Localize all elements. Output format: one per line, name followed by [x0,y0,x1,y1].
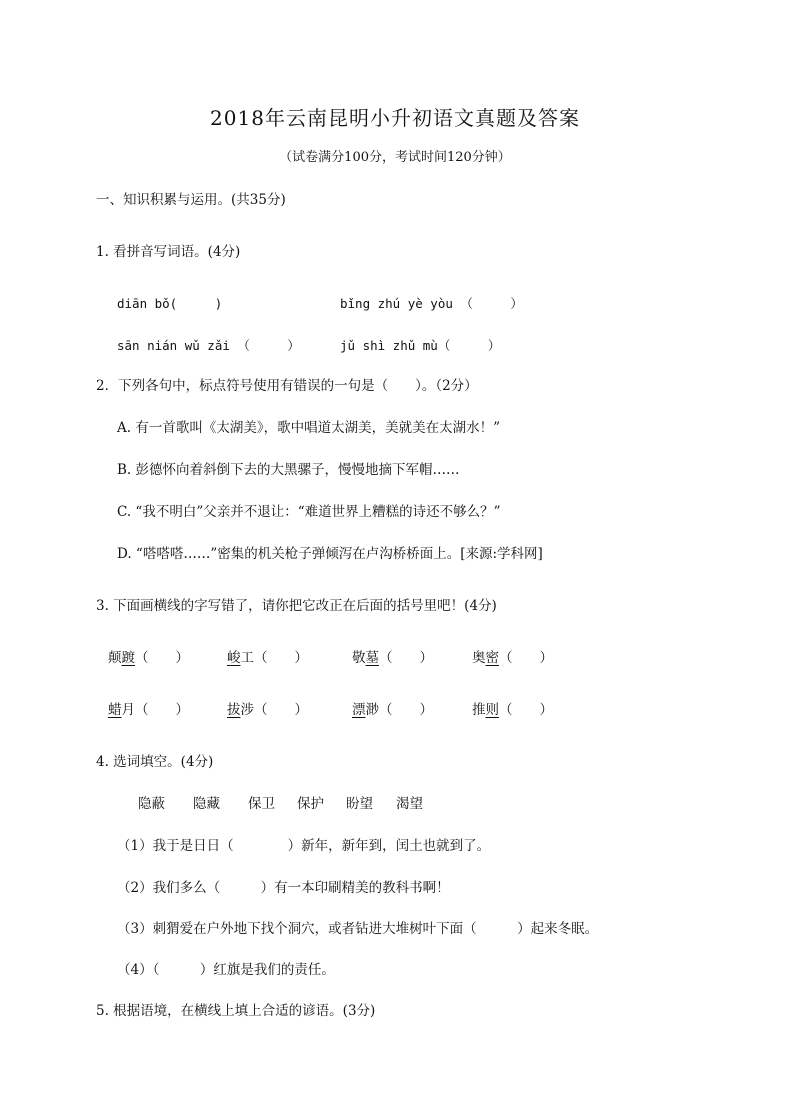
q1-item-1: diān bǒ( ) [117,296,223,311]
q3-word-8: 推则（ ） [472,702,553,718]
q2-option-b: B. 彭德怀向着斜倒下去的大黑骡子，慢慢地摘下军帽…… [117,462,460,478]
exam-info: （试卷满分100分，考试时间120分钟） [279,150,511,165]
q1-item-4: jǔ shì zhǔ mù（ ） [340,338,501,353]
q4-item-2: （2）我们多么（ ）有一本印刷精美的教科书啊！ [117,880,450,896]
q4-word-4: 保护 [297,796,324,812]
q1-item-3: sān nián wǔ zǎi （ ） [117,338,300,353]
q3-heading: 3. 下面画横线的字写错了，请你把它改正在后面的括号里吧！(4分) [96,598,497,614]
q5-heading: 5. 根据语境，在横线上填上合适的谚语。(3分) [96,1003,376,1019]
q3-word-7: 漂渺（ ） [352,702,433,718]
q1-heading: 1. 看拼音写词语。(4分) [96,244,241,260]
q4-word-6: 渴望 [396,796,423,812]
q4-word-3: 保卫 [248,796,275,812]
q2-option-d: D. “嗒嗒嗒……”密集的机关枪子弹倾泻在卢沟桥桥面上。[来源:学科网] [117,546,543,562]
q4-heading: 4. 选词填空。(4分) [96,754,214,770]
q3-word-6: 拔涉（ ） [227,702,308,718]
q2-heading: 2．下列各句中，标点符号使用有错误的一句是（ ）。（2分） [96,378,478,394]
q4-item-1: （1）我于是日日（ ）新年，新年到，闰土也就到了。 [117,838,491,854]
page-title: 2018年云南昆明小升初语文真题及答案 [210,106,580,130]
q3-word-1: 颠踱（ ） [108,650,189,666]
q4-word-1: 隐蔽 [138,796,165,812]
q4-word-5: 盼望 [346,796,373,812]
q2-option-c: C. “我不明白”父亲并不退让：“难道世界上糟糕的诗还不够么？” [117,504,501,520]
q3-word-3: 敬墓（ ） [352,650,433,666]
q4-item-3: （3）刺猬爱在户外地下找个洞穴，或者钻进大堆树叶下面（ ）起来冬眠。 [117,921,599,937]
q3-word-4: 奥密（ ） [472,650,553,666]
q3-word-2: 峻工（ ） [227,650,308,666]
q3-word-5: 蜡月（ ） [108,702,189,718]
q4-word-2: 隐藏 [193,796,220,812]
q1-item-2: bǐng zhú yè yòu （ ） [340,296,523,311]
q4-item-4: （4）（ ）红旗是我们的责任。 [117,962,335,978]
q2-option-a: A. 有一首歌叫《太湖美》，歌中唱道太湖美，美就美在太湖水！” [117,420,500,436]
section-heading-1: 一、知识积累与运用。(共35分) [96,192,286,208]
